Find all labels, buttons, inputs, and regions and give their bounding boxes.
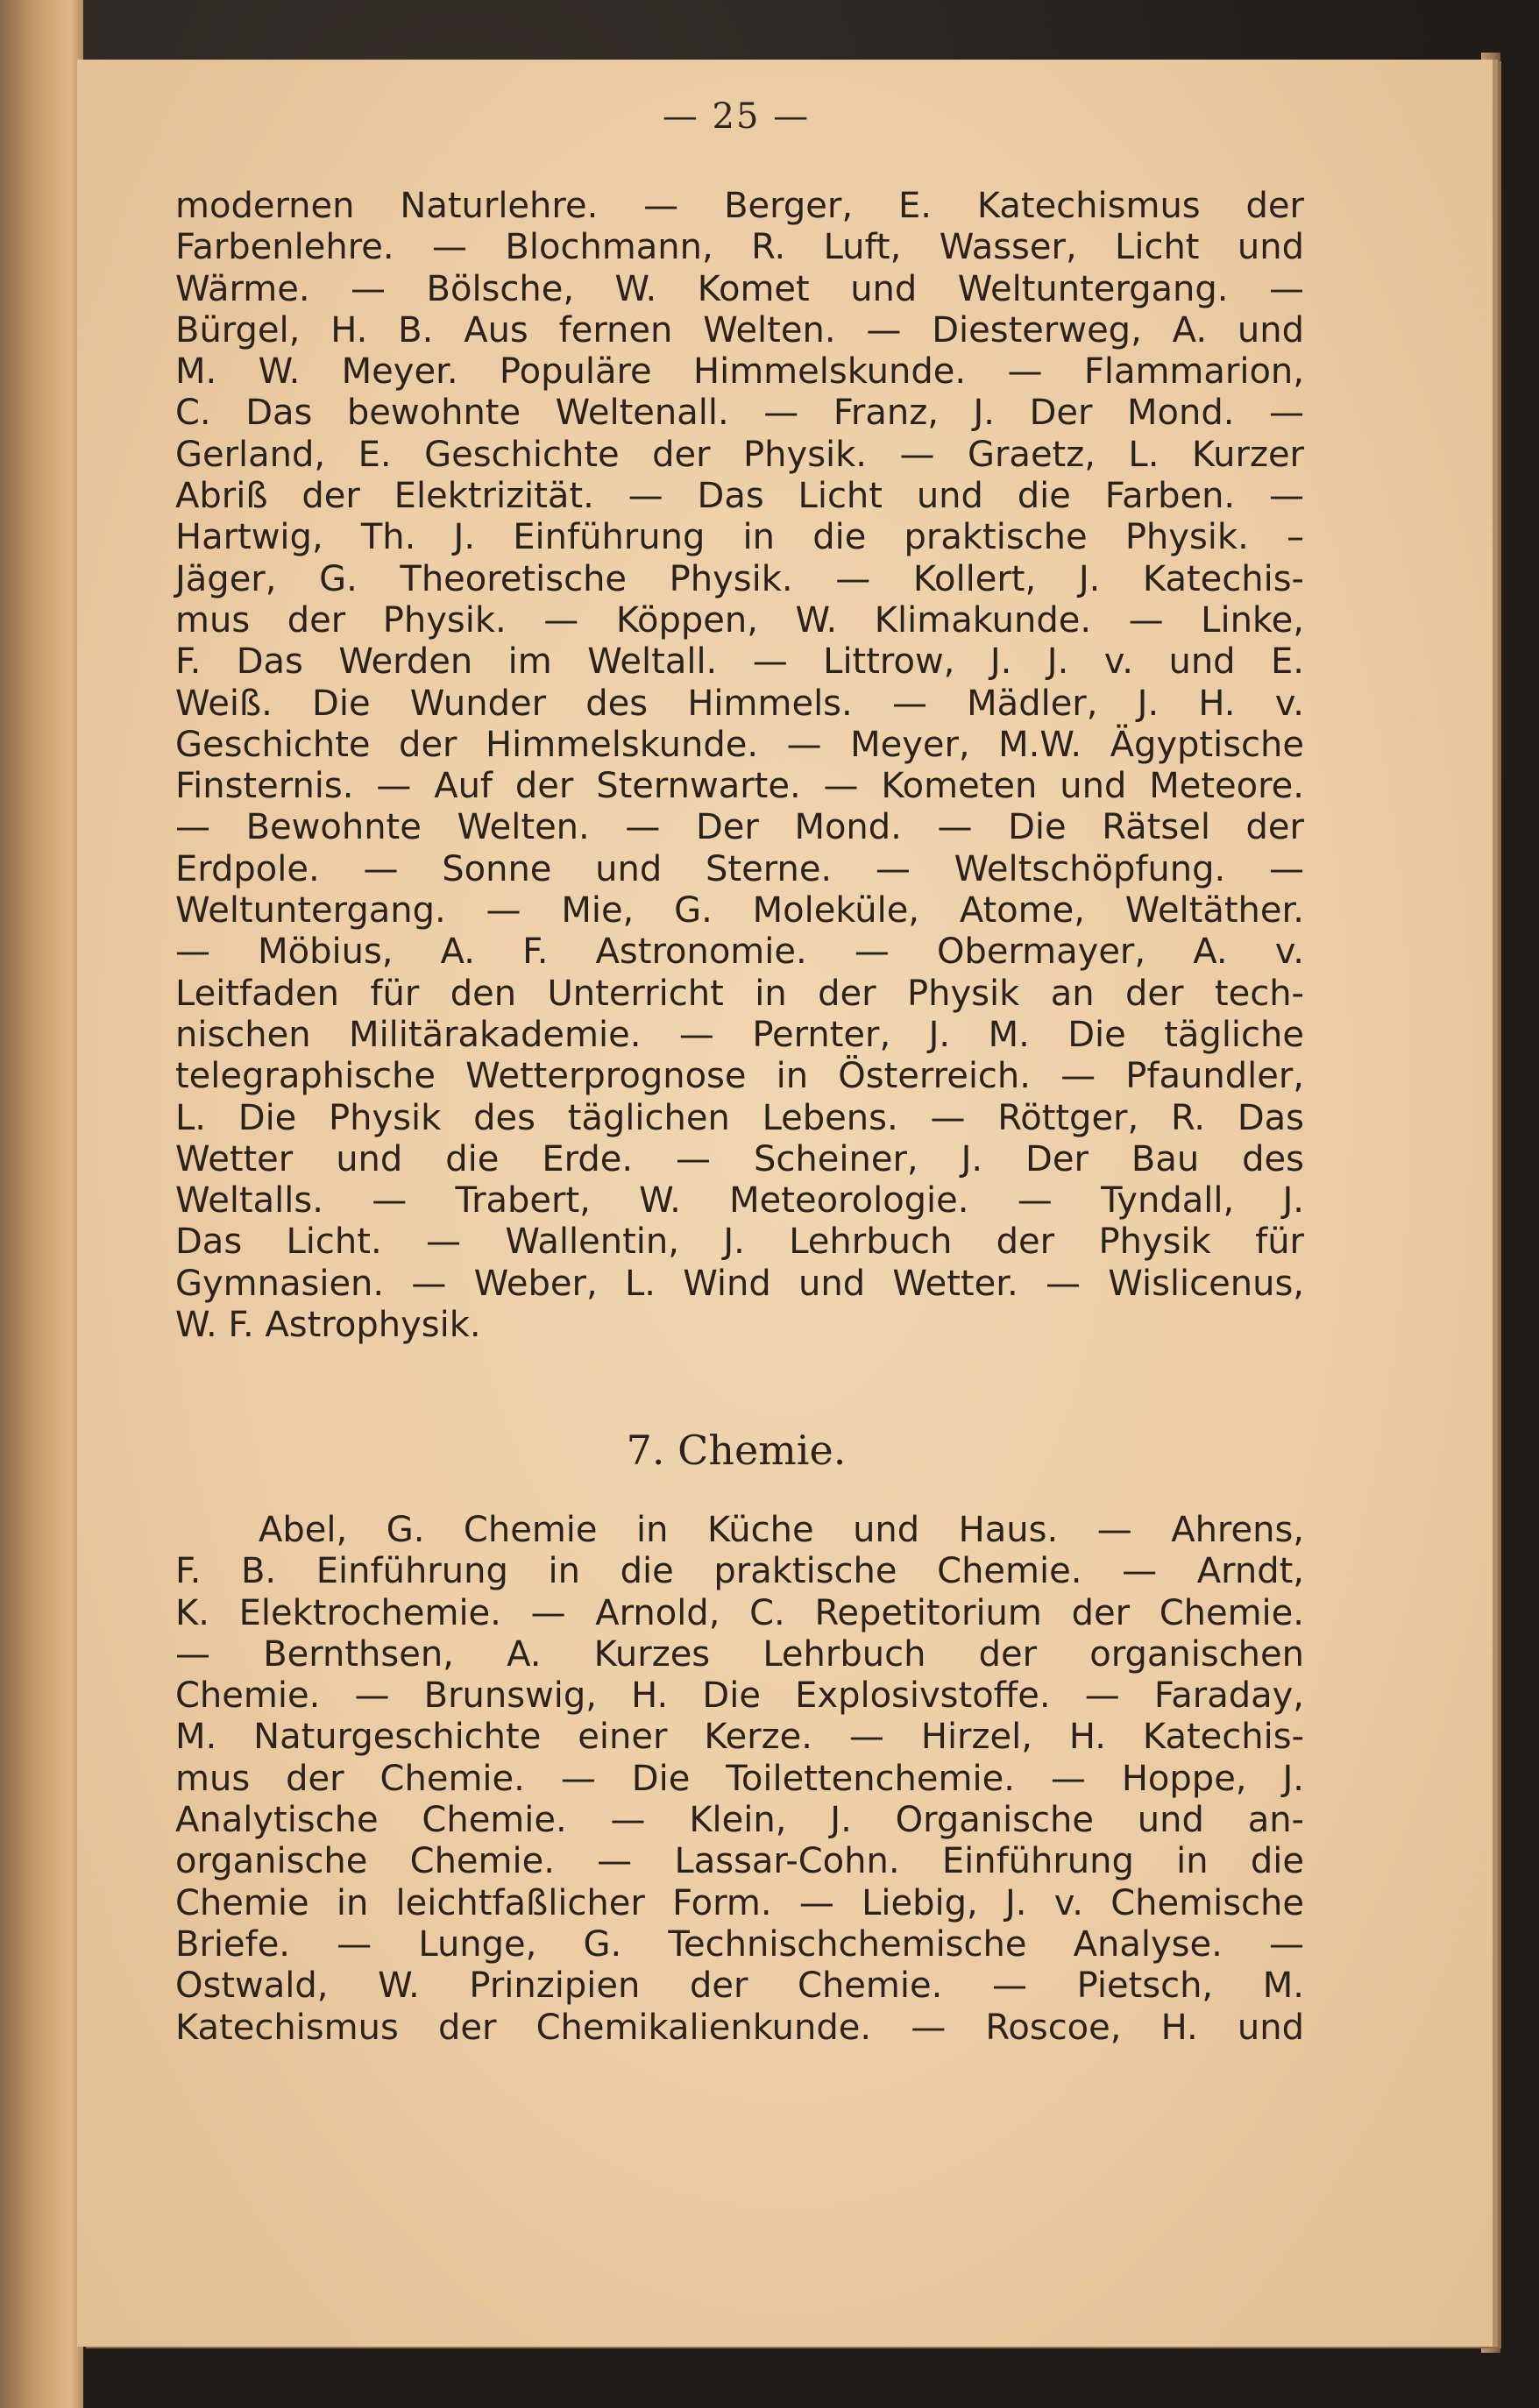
text-line: Leitfaden für den Unterricht in der Physik an der tech- bbox=[175, 973, 1304, 1014]
section-heading-chemie: 7. Chemie. bbox=[626, 1427, 847, 1474]
text-line: — Bewohnte Welten. — Der Mond. — Die Rätsel der bbox=[175, 807, 1304, 848]
text-line: — Möbius, A. F. Astronomie. — Obermayer, A. v. bbox=[175, 931, 1304, 973]
text-line: L. Die Physik des täglichen Lebens. — Röttger, R. Das bbox=[175, 1097, 1304, 1138]
text-line: mus der Physik. — Köppen, W. Klimakunde. — Linke, bbox=[175, 599, 1304, 641]
text-line: modernen Naturlehre. — Berger, E. Katechismus der bbox=[175, 186, 1304, 226]
text-line: Das Licht. — Wallentin, J. Lehrbuch der Physik für bbox=[175, 1222, 1304, 1263]
text-line: F. B. Einführung in die praktische Chemie. — Arndt, bbox=[175, 1551, 1304, 1592]
text-line: W. F. Astrophysik. bbox=[175, 1305, 481, 1346]
text-line: Katechismus der Chemikalienkunde. — Roscoe, H. und bbox=[175, 2007, 1304, 2048]
text-line: Weltalls. — Trabert, W. Meteorologie. — Tyndall, J. bbox=[175, 1180, 1304, 1222]
text-line: Geschichte der Himmelskunde. — Meyer, M.W. Ägyptische bbox=[175, 724, 1304, 765]
text-line: Gymnasien. — Weber, L. Wind und Wetter. — Wislicenus, bbox=[175, 1263, 1304, 1304]
text-line: Abel, G. Chemie in Küche und Haus. — Ahrens, bbox=[259, 1510, 1304, 1550]
text-line: M. Naturgeschichte einer Kerze. — Hirzel, H. Katechis- bbox=[175, 1717, 1304, 1758]
text-line: Hartwig, Th. J. Einführung in die praktische Physik. – bbox=[175, 517, 1304, 558]
text-line: telegraphische Wetterprognose in Österreich. — Pfaundler, bbox=[175, 1056, 1304, 1097]
text-line: Ostwald, W. Prinzipien der Chemie. — Pietsch, M. bbox=[175, 1965, 1304, 2007]
text-line: Abriß der Elektrizität. — Das Licht und die Farben. — bbox=[175, 476, 1304, 517]
text-line: C. Das bewohnte Weltenall. — Franz, J. Der Mond. — bbox=[175, 393, 1304, 434]
text-line: Bürgel, H. B. Aus fernen Welten. — Diesterweg, A. und bbox=[175, 309, 1304, 351]
text-line: Analytische Chemie. — Klein, J. Organische und an- bbox=[175, 1800, 1304, 1841]
physics-bibliography bbox=[175, 186, 1304, 1346]
text-line: Briefe. — Lunge, G. Technischchemische Analyse. — bbox=[175, 1923, 1304, 1965]
text-line: Farbenlehre. — Blochmann, R. Luft, Wasser, Licht und bbox=[175, 227, 1304, 268]
text-line: Finsternis. — Auf der Sternwarte. — Kometen und Meteore. bbox=[175, 766, 1304, 807]
text-line: K. Elektrochemie. — Arnold, C. Repetitorium der Chemie. bbox=[175, 1592, 1304, 1633]
chemistry-bibliography bbox=[175, 1510, 1304, 2049]
text-line: Weiß. Die Wunder des Himmels. — Mädler, J. H. v. bbox=[175, 683, 1304, 724]
text-line: Wetter und die Erde. — Scheiner, J. Der Bau des bbox=[175, 1138, 1304, 1179]
text-line: Gerland, E. Geschichte der Physik. — Graetz, L. Kurzer bbox=[175, 434, 1304, 475]
text-line: Wärme. — Bölsche, W. Komet und Weltuntergang. — bbox=[175, 268, 1304, 309]
facing-page-edge bbox=[0, 0, 83, 2408]
text-line: F. Das Werden im Weltall. — Littrow, J. J. v. und E. bbox=[175, 641, 1304, 683]
text-line: organische Chemie. — Lassar-Cohn. Einführung in die bbox=[175, 1841, 1304, 1882]
text-line: Weltuntergang. — Mie, G. Moleküle, Atome, Weltäther. bbox=[175, 890, 1304, 931]
text-line: Erdpole. — Sonne und Sterne. — Weltschöpfung. — bbox=[175, 848, 1304, 889]
text-line: Chemie. — Brunswig, H. Die Explosivstoffe. — Faraday, bbox=[175, 1675, 1304, 1717]
text-line: Chemie in leichtfaßlicher Form. — Liebig, J. v. Chemische bbox=[175, 1882, 1304, 1923]
text-line: Jäger, G. Theoretische Physik. — Kollert, J. Katechis- bbox=[175, 558, 1304, 599]
page-number: — 25 — bbox=[662, 96, 811, 137]
text-line: nischen Militärakademie. — Pernter, J. M. Die tägliche bbox=[175, 1014, 1304, 1055]
text-line: mus der Chemie. — Die Toilettenchemie. — Hoppe, J. bbox=[175, 1758, 1304, 1799]
text-line: — Bernthsen, A. Kurzes Lehrbuch der organischen bbox=[175, 1633, 1304, 1675]
text-line: M. W. Meyer. Populäre Himmelskunde. — Flammarion, bbox=[175, 351, 1304, 393]
